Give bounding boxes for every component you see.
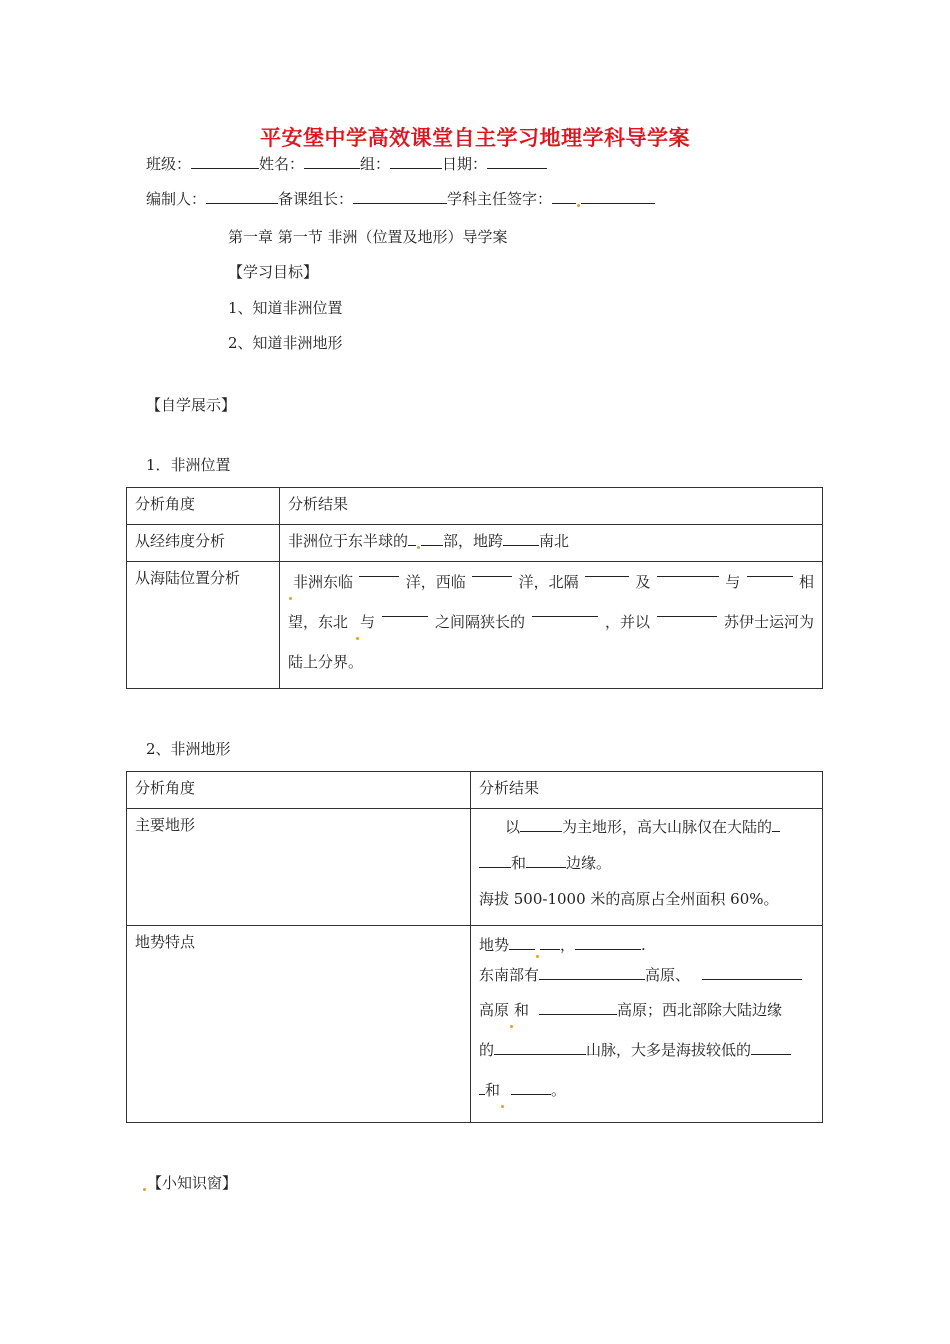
name-field[interactable] [304,154,360,169]
mark-dot [356,637,359,640]
goal-item: 2、知道非洲地形 [228,334,343,352]
goals-heading: 【学习目标】 [228,263,319,281]
answer-blank[interactable] [657,602,717,617]
section-2-title: 2、非洲地形 [146,740,231,758]
result-cell: 非洲东临 洋，西临 洋，北隔 及 与 相 望，东北 与 之间隔狭长的 ，并以 苏伊士运河为 陆上分界。 [280,562,823,689]
lead-label: 备课组长： [278,190,354,208]
table-header-row [127,488,823,525]
mark-dot [536,955,539,958]
header-cell: 分析结果 [471,772,823,809]
answer-blank[interactable] [575,935,641,950]
table-row [127,926,823,1123]
mark-dot [289,597,292,600]
angle-cell: 从经纬度分析 [127,525,280,562]
answer-blank[interactable] [408,531,416,546]
answer-blank[interactable] [359,562,399,577]
table-header-row [127,772,823,809]
angle-cell: 地势特点 [127,926,471,1123]
section-1-title: 1．非洲位置 [146,456,231,474]
result-cell: 以 为主地形，高大山脉仅在大陆的 和 边缘。 海拔 500-1000 米的高原占全州面积 60%。 [471,809,823,926]
name-label: 姓名： [259,155,305,173]
result-cell: 地势 ， . 东南部有 高原、 高原 和 高原；西北部除大陆边缘 的 山脉，大多是海拔较低的 和 。 [471,926,823,1123]
lead-field[interactable] [353,189,447,204]
mark-dot [510,1025,513,1028]
self-study-heading: 【自学展示】 [146,396,237,414]
mark-dot [501,1105,504,1108]
director-field-b[interactable] [581,189,655,204]
answer-blank[interactable] [520,817,562,832]
answer-blank[interactable] [526,853,566,868]
goal-item: 1、知道非洲位置 [228,299,343,317]
angle-cell: 主要地形 [127,809,471,926]
table-row [127,525,823,562]
answer-blank[interactable] [509,935,535,950]
date-field[interactable] [487,154,547,169]
chapter-title: 第一章 第一节 非洲（位置及地形）导学案 [228,228,508,246]
date-label: 日期： [442,155,488,173]
editor-label: 编制人： [146,190,207,208]
info-line-1 [146,153,547,174]
answer-blank[interactable] [751,1040,791,1055]
answer-blank[interactable] [747,562,793,577]
class-field[interactable] [191,154,259,169]
mark-dot [417,546,420,549]
answer-blank[interactable] [382,602,428,617]
answer-blank[interactable] [503,531,539,546]
table-row [127,562,823,689]
answer-blank[interactable] [540,935,560,950]
class-label: 班级： [146,155,192,173]
answer-blank[interactable] [421,531,443,546]
terrain-table [126,771,823,1123]
header-cell: 分析角度 [127,772,471,809]
answer-blank[interactable] [494,1040,586,1055]
answer-blank[interactable] [472,562,512,577]
result-cell: 非洲位于东半球的 部，地跨 南北 [280,525,823,562]
director-label: 学科主任签字： [447,190,553,208]
answer-blank[interactable] [772,817,780,832]
director-field-a[interactable] [552,189,576,204]
header-cell: 分析角度 [127,488,280,525]
editor-field[interactable] [206,189,278,204]
answer-blank[interactable] [539,965,645,980]
answer-blank[interactable] [511,1080,551,1095]
group-field[interactable] [390,154,442,169]
table-row [127,809,823,926]
mark-dot [577,204,580,207]
answer-blank[interactable] [702,965,802,980]
answer-blank[interactable] [479,853,511,868]
answer-blank[interactable] [657,562,719,577]
group-label: 组： [360,155,391,173]
header-cell: 分析结果 [280,488,823,525]
mark-dot [143,1188,146,1191]
location-table [126,487,823,689]
angle-cell: 从海陆位置分析 [127,562,280,689]
info-line-2 [146,188,655,209]
answer-blank[interactable] [539,1000,617,1015]
page-title: 平安堡中学高效课堂自主学习地理学科导学案 [260,125,690,150]
answer-blank[interactable] [532,602,598,617]
answer-blank[interactable] [585,562,629,577]
tips-heading: 【小知识窗】 [142,1172,237,1193]
